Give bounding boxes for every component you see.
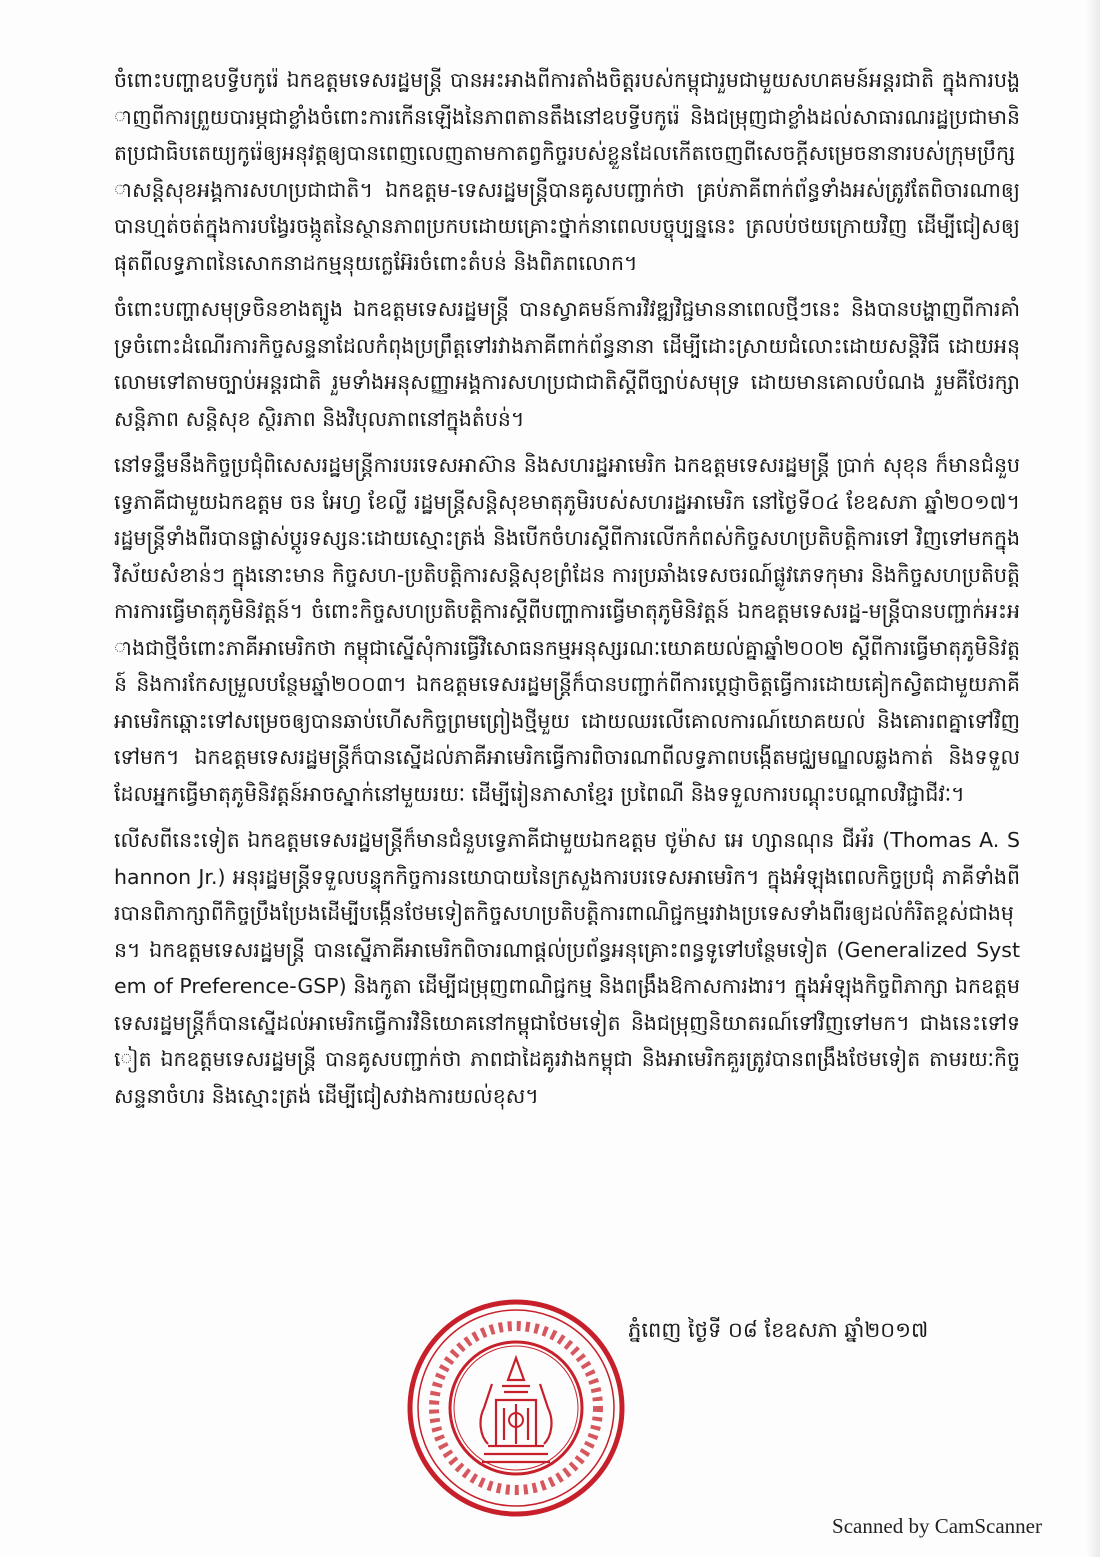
document-body bbox=[114, 62, 1020, 1124]
paragraph-korean-peninsula: ចំពោះបញ្ហាឧបទ្វីបកូរ៉េ ឯកឧត្ដមទេសរដ្ឋមន្ដ្រី បានអះអាងពីការតាំងចិត្តរបស់កម្ពុជារួមជាមួយសហគមន៍អន្តរជាតិ ក្នុងការបង្ហាញពីការព្រួយបារម្ភជាខ្លាំងចំពោះការកើនឡើងនៃភាពតានតឹងនៅឧបទ្វីបកូរ៉េ និងជម្រុញជាខ្លាំងដល់សាធារណរដ្ឋប្រជាមានិតប្រជាធិបតេយ្យកូរ៉េឲ្យអនុវត្តឲ្យបានពេញលេញតាមកាតព្វកិច្ចរបស់ខ្លួនដែលកើតចេញពីសេចក្ដីសម្រេចនានារបស់ក្រុមប្រឹក្សាសន្តិសុខអង្គការសហប្រជាជាតិ។ ឯកឧត្ដម-ទេសរដ្ឋមន្ដ្រីបានគូសបញ្ជាក់ថា គ្រប់ភាគីពាក់ព័ន្ធទាំងអស់ត្រូវតែពិចារណាឲ្យបានហ្មត់ចត់ក្នុងការបង្វែរចង្កូតនៃស្ថានភាពប្រកបដោយគ្រោះថ្នាក់នាពេលបច្ចុប្បន្ននេះ ត្រលប់ថយក្រោយវិញ ដើម្បីជៀសឲ្យផុតពីលទ្ធភាពនៃសោកនាដកម្មនុយក្លេអ៊ែរចំពោះតំបន់ និងពិភពលោក។ bbox=[114, 68, 1020, 275]
page-edge-shadow bbox=[1086, 0, 1100, 1557]
paragraph-trade-cooperation: លើសពីនេះទៀត ឯកឧត្ដមទេសរដ្ឋមន្ដ្រីក៏មានជំនួបទ្វេភាគីជាមួយឯកឧត្ដម ថូម៉ាស អេ ហ្សានណុន ជីអ័រ (Thomas A. Shannon Jr.) អនុរដ្ឋមន្ដ្រីទទួលបន្ទុកកិច្ចការនយោបាយនៃក្រសួងការបរទេសអាមេរិក។ ក្នុងអំឡុងពេលកិច្ចប្រជុំ ភាគីទាំងពីរបានពិភាក្សាពីកិច្ចប្រឹងប្រែងដើម្បីបង្កើនថែមទៀតកិច្ចសហប្រតិបត្តិការពាណិជ្ជកម្មរវាងប្រទេសទាំងពីរឲ្យដល់កំរិតខ្ពស់ជាងមុន។ ឯកឧត្ដមទេសរដ្ឋមន្ដ្រី បានស្នើភាគីអាមេរិកពិចារណាផ្ដល់ប្រព័ន្ធអនុគ្រោះពន្ធទូទៅបន្ថែមទៀត (Generalized System of Preference-GSP) និងកូតា ដើម្បីជម្រុញពាណិជ្ជកម្ម និងពង្រឹងឱកាសការងារ។ ក្នុងអំឡុងកិច្ចពិភាក្សា ឯកឧត្ដមទេសរដ្ឋមន្ដ្រីក៏បានស្នើដល់អាមេរិកធ្វើការវិនិយោគនៅកម្ពុជាថែមទៀត និងជម្រុញនិយាតរណ៍ទៅវិញទៅមក។ ជាងនេះទៅទៀត ឯកឧត្ដមទេសរដ្ឋមន្ដ្រី បានគូសបញ្ជាក់ថា ភាពជាដៃគូរវាងកម្ពុជា និងអាមេរិកគួរត្រូវបានពង្រឹងថែមទៀត តាមរយៈកិច្ចសន្ទនាចំហរ និងស្មោះត្រង់ ដើម្បីជៀសវាងការយល់ខុស។ bbox=[114, 828, 1020, 1108]
paragraph-south-china-sea: ចំពោះបញ្ហាសមុទ្រចិនខាងត្បូង ឯកឧត្ដមទេសរដ្ឋមន្ដ្រី បានស្វាគមន៍ការវិវឌ្ឍវិជ្ជមាននាពេលថ្មីៗនេះ និងបានបង្ហាញពីការគាំទ្រចំពោះដំណើរការកិច្ចសន្ទនាដែលកំពុងប្រព្រឹត្តទៅរវាងភាគីពាក់ព័ន្ធនានា ដើម្បីដោះស្រាយជំលោះដោយសន្តិវិធី ដោយអនុលោមទៅតាមច្បាប់អន្តរជាតិ រួមទាំងអនុសញ្ញាអង្គការសហប្រជាជាតិស្ដីពីច្បាប់សមុទ្រ ដោយមានគោលបំណង រួមគឺថែរក្សាសន្តិភាព សន្តិសុខ ស្ថិរភាព និងវិបុលភាពនៅក្នុងតំបន់។ bbox=[114, 297, 1020, 431]
paragraph-repatriation-cooperation: នៅទន្ទឹមនឹងកិច្ចប្រជុំពិសេសរដ្ឋមន្ដ្រីការបរទេសអាស៊ាន និងសហរដ្ឋអាមេរិក ឯកឧត្ដមទេសរដ្ឋមន្ដ្រី ប្រាក់ សុខុន ក៏មានជំនួបទ្វេភាគីជាមួយឯកឧត្ដម ចន អែហ្វ ខែល្លី រដ្ឋមន្ដ្រីសន្តិសុខមាតុភូមិរបស់សហរដ្ឋអាមេរិក នៅថ្ងៃទី០៤ ខែឧសភា ឆ្នាំ២០១៧។ រដ្ឋមន្ដ្រីទាំងពីរបានផ្លាស់ប្ដូរទស្សនៈដោយស្មោះត្រង់ និងបើកចំហរស្ដីពីការលើកកំពស់កិច្ចសហប្រតិបត្តិការទៅ វិញទៅមកក្នុងវិស័យសំខាន់ៗ ក្នុងនោះមាន កិច្ចសហ-ប្រតិបត្តិការសន្តិសុខព្រំដែន ការប្រឆាំងទេសចរណ៍ផ្លូវភេទកុមារ និងកិច្ចសហប្រតិបត្តិការការធ្វើមាតុភូមិនិវត្តន៍។ ចំពោះកិច្ចសហប្រតិបត្តិការស្ដីពីបញ្ហាការធ្វើមាតុភូមិនិវត្តន៍ ឯកឧត្ដមទេសរដ្ឋ-មន្ដ្រីបានបញ្ជាក់អះអាងជាថ្មីចំពោះភាគីអាមេរិកថា កម្ពុជាស្នើសុំការធ្វើវិសោធនកម្មអនុស្សរណៈយោគយល់គ្នាឆ្នាំ២០០២ ស្ដីពីការធ្វើមាតុភូមិនិវត្តន៍ និងការកែសម្រួលបន្ថែមឆ្នាំ២០០៣។ ឯកឧត្ដមទេសរដ្ឋមន្ដ្រីក៏បានបញ្ជាក់ពីការប្ដេជ្ញាចិត្តធ្វើការដោយគៀកស្វិតជាមួយភាគីអាមេរិកឆ្ពោះទៅសម្រេចឲ្យបានឆាប់ហើសកិច្ចព្រមព្រៀងថ្មីមួយ ដោយឈរលើគោលការណ៍យោគយល់ និងគោរពគ្នាទៅវិញទៅមក។ ឯកឧត្ដមទេសរដ្ឋមន្ដ្រីក៏បានស្នើដល់ភាគីអាមេរិកធ្វើការពិចារណាពីលទ្ធភាពបង្កើតមជ្ឈមណ្ឌលឆ្លងកាត់ និងទទួល ដែលអ្នកធ្វើមាតុភូមិនិវត្តន៍អាចស្នាក់នៅមួយរយៈ ដើម្បីរៀនភាសាខ្មែរ ប្រពៃណី និងទទួលការបណ្ដុះបណ្ដាលវិជ្ជាជីវៈ។ bbox=[114, 453, 1020, 806]
official-seal-icon bbox=[404, 1296, 628, 1520]
camscanner-watermark: Scanned by CamScanner bbox=[832, 1514, 1042, 1538]
date-place-line: ភ្នំពេញ ថ្ងៃទី ០៨ ខែឧសភា ឆ្នាំ២០១៧ bbox=[628, 1318, 929, 1342]
